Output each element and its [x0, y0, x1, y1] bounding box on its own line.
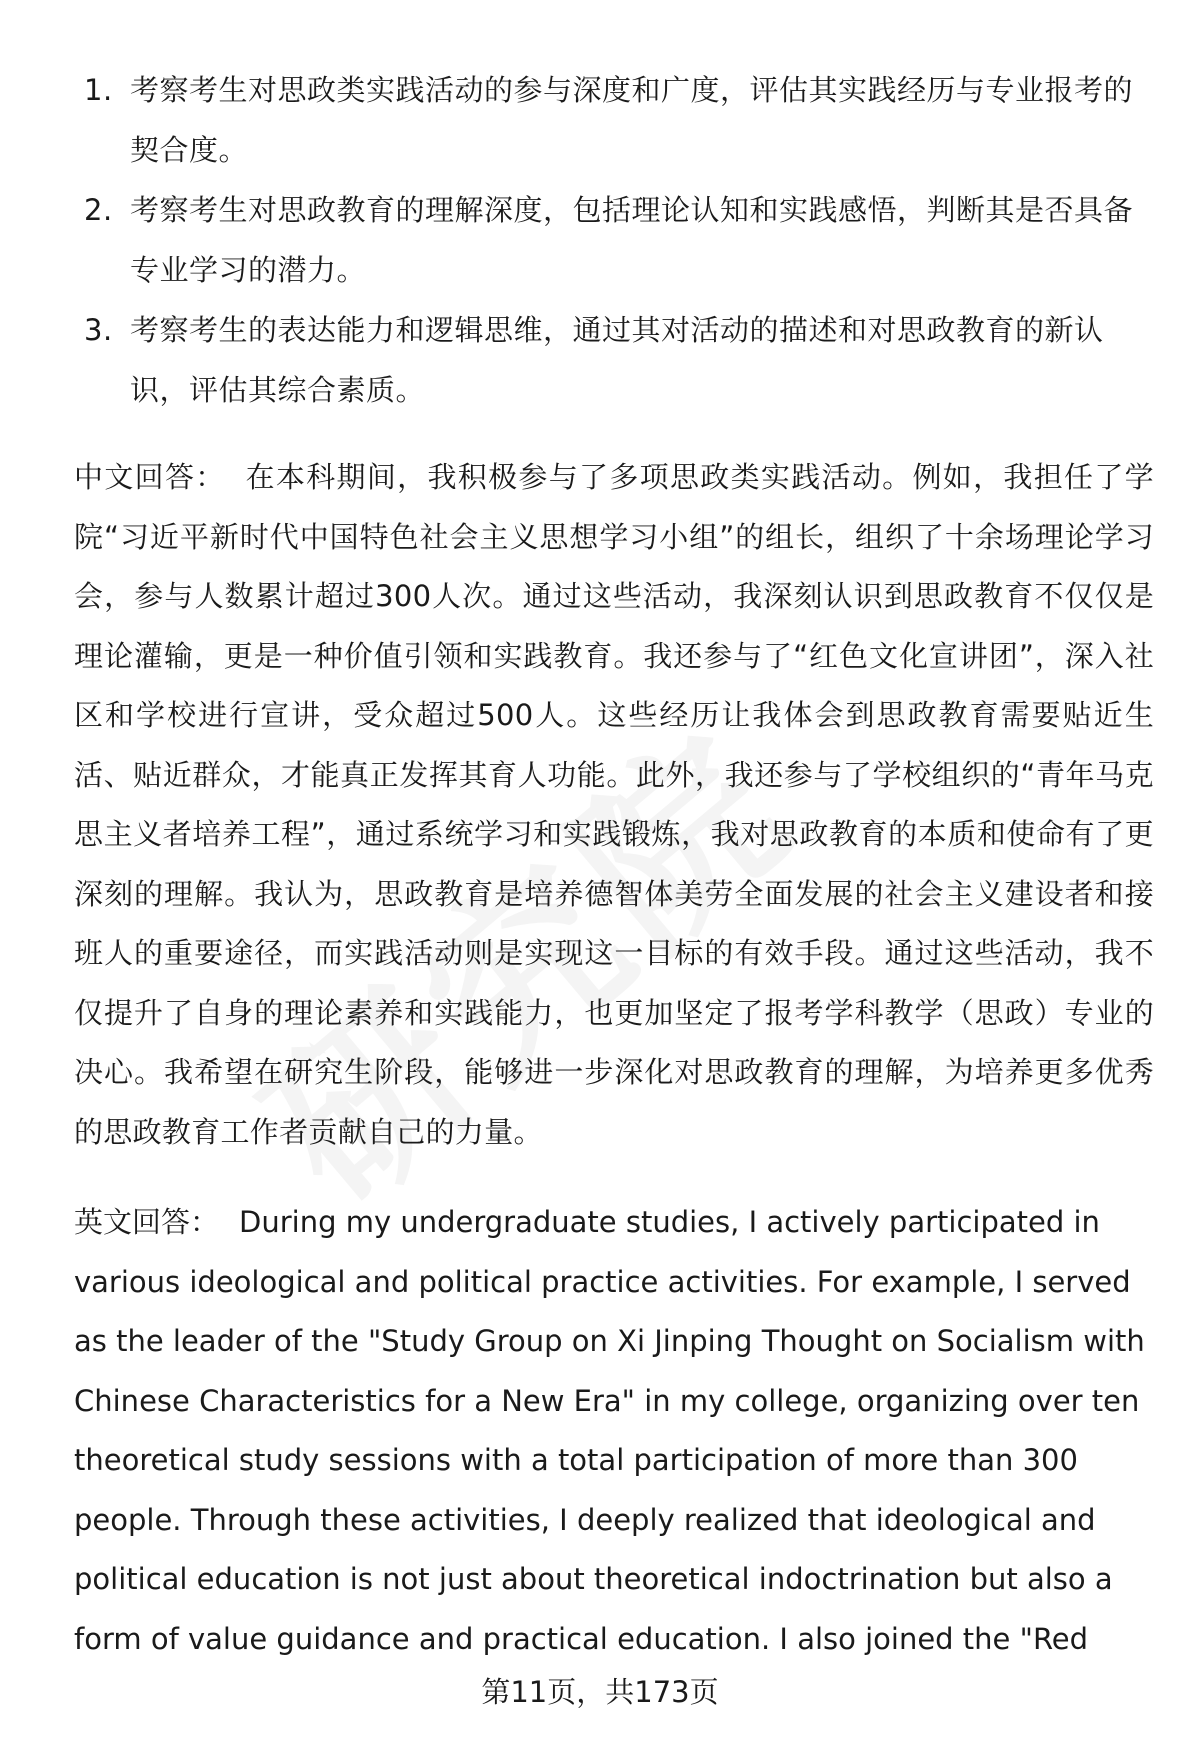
criteria-item-3	[74, 300, 1154, 420]
criteria-text: 考察考生对思政类实践活动的参与深度和广度，评估其实践经历与专业报考的契合度。	[130, 73, 1134, 167]
criteria-list	[74, 60, 1154, 420]
criteria-text: 考察考生对思政教育的理解深度，包括理论认知和实践感悟，判断其是否具备专业学习的潜力。	[130, 193, 1134, 287]
criteria-item-2	[74, 180, 1154, 300]
english-answer	[74, 1193, 1154, 1669]
chinese-answer-label: 中文回答：	[74, 460, 226, 494]
criteria-text: 考察考生的表达能力和逻辑思维，通过其对活动的描述和对思政教育的新认识，评估其综合素质。	[130, 313, 1104, 407]
criteria-number: 3.	[84, 313, 113, 347]
english-answer-label: 英文回答：	[74, 1205, 220, 1239]
criteria-number: 2.	[84, 193, 113, 227]
chinese-answer	[74, 448, 1154, 1162]
english-answer-text: During my undergraduate studies, I actively participated in various ideological and political practice activities. For example, I served as the leader of the "Study Group on Xi Jinping Thought on Socialism with Chinese Characteristics for a New Era" in my college, organizing over ten theoretical study sessions with a total participation of more than 300 people. Through these activities, I deeply realized that ideological and political education is not just about theoretical indoctrination but also a form of value guidance and practical education. I also joined the "Red	[74, 1205, 1145, 1656]
page-number: 第11页，共173页	[481, 1675, 719, 1709]
chinese-answer-text: 在本科期间，我积极参与了多项思政类实践活动。例如，我担任了学院“习近平新时代中国特色社会主义思想学习小组”的组长，组织了十余场理论学习会，参与人数累计超过300人次。通过这些活动，我深刻认识到思政教育不仅仅是理论灌输，更是一种价值引领和实践教育。我还参与了“红色文化宣讲团”，深入社区和学校进行宣讲，受众超过500人。这些经历让我体会到思政教育需要贴近生活、贴近群众，才能真正发挥其育人功能。此外，我还参与了学校组织的“青年马克思主义者培养工程”，通过系统学习和实践锻炼，我对思政教育的本质和使命有了更深刻的理解。我认为，思政教育是培养德智体美劳全面发展的社会主义建设者和接班人的重要途径，而实践活动则是实现这一目标的有效手段。通过这些活动，我不仅提升了自身的理论素养和实践能力，也更加坚定了报考学科教学（思政）专业的决心。我希望在研究生阶段，能够进一步深化对思政教育的理解，为培养更多优秀的思政教育工作者贡献自己的力量。	[74, 460, 1154, 1149]
criteria-number: 1.	[84, 73, 113, 107]
criteria-item-1	[74, 60, 1154, 180]
